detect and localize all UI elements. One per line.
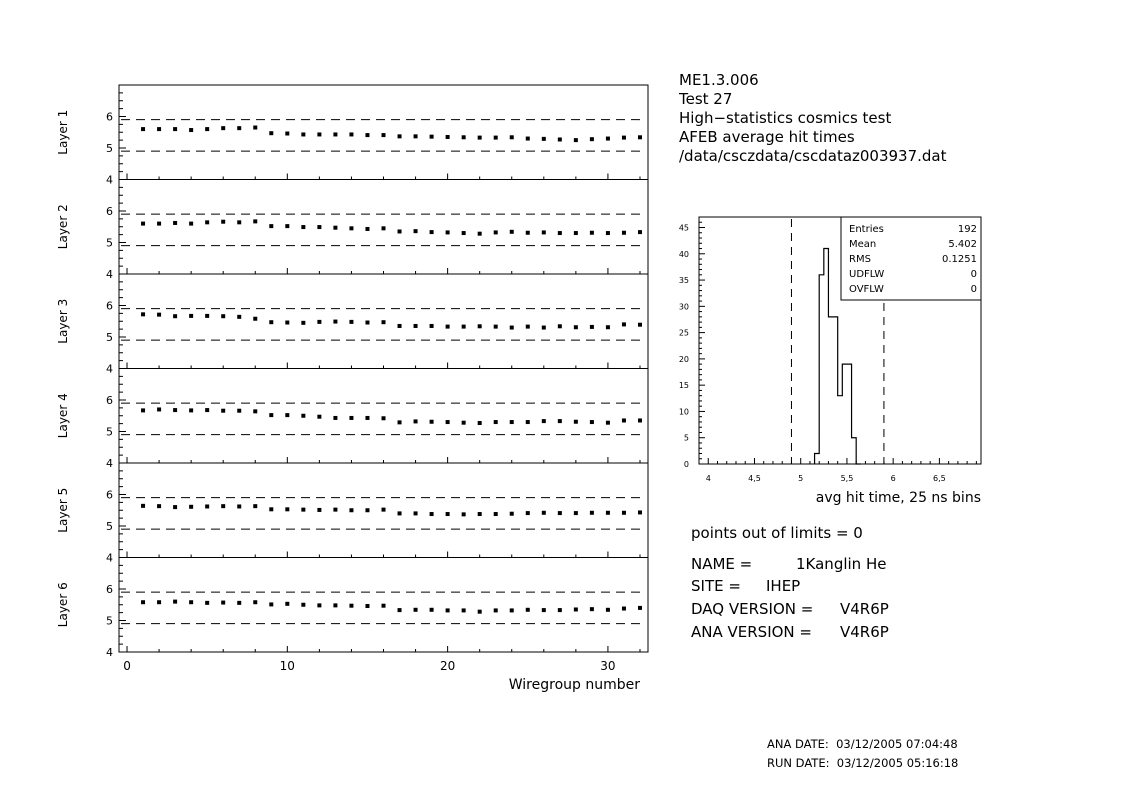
y-tick-label: 45 [678,223,689,233]
data-point [542,511,546,515]
data-point [446,420,450,424]
data-point [430,230,434,234]
data-point [430,135,434,139]
data-point [590,511,594,515]
data-point [542,419,546,423]
data-point [205,601,209,605]
data-point [638,323,642,327]
y-tick-label: 5 [683,433,689,443]
data-point [317,415,321,419]
data-point [333,603,337,607]
data-point [317,508,321,512]
data-point [365,133,369,137]
layer-panel-3 [56,274,648,376]
y-tick-label: 5 [106,331,113,344]
data-point [157,504,161,508]
data-point [622,418,626,422]
data-point [398,511,402,515]
y-tick-label: 6 [106,394,113,407]
y-tick-label: 15 [678,381,689,391]
x-tick-label: 10 [279,659,295,673]
y-tick-label: 4 [106,457,113,470]
panel-frame [119,85,648,180]
data-point [622,511,626,515]
data-point [606,608,610,612]
data-point [446,608,450,612]
x-tick-label: 20 [439,659,456,673]
x-axis-label: Wiregroup number [508,677,640,693]
data-point [301,321,305,325]
data-point [414,608,418,612]
data-point [253,317,257,321]
y-tick-label: 6 [106,299,113,313]
data-point [398,420,402,424]
x-tick-label: 30 [600,659,616,673]
data-point [462,135,466,139]
data-point [365,604,369,608]
test-description: High−statistics cosmics test [679,109,892,127]
data-point [301,508,305,512]
data-point [606,325,610,329]
data-point [526,231,530,235]
data-point [622,231,626,235]
data-point [237,504,241,508]
ana-version-label: ANA VERSION = [691,623,812,641]
data-point [574,420,578,424]
histogram-bar [824,249,829,464]
ana-version-value: V4R6P [840,623,889,641]
data-point [494,512,498,516]
data-point [301,132,305,136]
y-tick-label: 5 [106,236,113,250]
data-point [157,313,161,317]
histogram-bar [847,364,852,464]
data-point [382,604,386,608]
data-point [398,134,402,138]
plot-title: AFEB average hit times [679,128,855,146]
data-point [526,325,530,329]
data-point [430,512,434,516]
x-tick-label: 0 [123,659,131,673]
data-point [173,314,177,318]
data-point [590,607,594,611]
data-point [317,320,321,324]
data-point [333,320,337,324]
histogram-bar [828,317,833,464]
y-tick-label: 4 [106,646,113,659]
data-point [221,126,225,130]
y-tick-label: 30 [678,302,689,312]
y-tick-label: 5 [106,142,113,155]
data-point [301,414,305,418]
data-point [269,602,273,606]
data-point [398,608,402,612]
y-tick-label: 4 [106,551,113,565]
y-tick-label: 4 [106,173,113,187]
data-point [253,219,257,223]
data-point [446,325,450,329]
x-tick-label: 6,5 [933,474,946,483]
data-point [574,231,578,235]
data-point [285,507,289,511]
data-point [141,222,145,226]
layer-label: Layer 5 [56,487,70,533]
y-tick-label: 4 [106,362,113,376]
data-point [462,512,466,516]
data-point [574,325,578,329]
panel-frame [119,369,648,464]
data-point [510,135,514,139]
data-point [382,226,386,230]
data-point [574,607,578,611]
data-point [237,315,241,319]
stats-box [841,217,981,300]
daq-version-value: V4R6P [840,600,889,618]
stats-value: 0 [970,269,977,280]
histogram-bar [815,453,820,464]
data-point [462,325,466,329]
data-point [414,511,418,515]
data-point [333,226,337,230]
data-point [237,409,241,413]
layer-label: Layer 2 [56,204,70,250]
data-point [414,419,418,423]
points-out-of-limits: points out of limits = 0 [691,524,863,542]
data-point [317,132,321,136]
run-date: RUN DATE: 03/12/2005 05:16:18 [767,756,959,770]
data-point [414,324,418,328]
data-point [333,416,337,420]
data-point [542,608,546,612]
stats-label: Entries [849,224,884,235]
data-point [269,507,273,511]
data-point [478,610,482,614]
data-point [253,504,257,508]
histogram-bar [852,438,857,464]
data-point [173,600,177,604]
data-point [301,225,305,229]
histogram-bar [833,317,838,464]
data-point [221,601,225,605]
y-tick-label: 5 [106,520,113,533]
data-point [253,126,257,130]
data-point [590,231,594,235]
histogram-bar [819,275,824,464]
data-point [478,232,482,236]
data-point [398,324,402,328]
data-point [285,602,289,606]
data-point [510,420,514,424]
data-point [173,505,177,509]
x-tick-label: 4,5 [748,474,761,483]
data-point [349,508,353,512]
data-point [141,504,145,508]
data-point [157,127,161,131]
data-point [349,132,353,136]
data-point [317,603,321,607]
data-point [638,135,642,139]
data-point [478,324,482,328]
data-point [173,408,177,412]
data-point [494,230,498,234]
data-point [542,137,546,141]
data-point [317,225,321,229]
data-point [221,220,225,224]
data-point [622,136,626,140]
data-point [382,508,386,512]
data-point [382,133,386,137]
data-point [269,131,273,135]
data-point [510,326,514,330]
ana-date: ANA DATE: 03/12/2005 07:04:48 [767,737,958,751]
data-point [510,512,514,516]
histogram-bar [838,396,843,464]
layer-panel-1 [56,85,648,187]
y-tick-label: 5 [106,614,113,628]
data-point [189,314,193,318]
data-point [494,608,498,612]
data-point [430,420,434,424]
x-tick-label: 5 [798,474,804,483]
data-point [221,314,225,318]
stats-value: 0 [970,284,977,295]
data-point [157,600,161,604]
data-point [205,504,209,508]
data-point [478,421,482,425]
data-point [141,312,145,316]
data-point [526,137,530,141]
data-point [189,408,193,412]
data-point [333,132,337,136]
stats-label: RMS [849,254,871,265]
data-point [526,420,530,424]
data-point [494,325,498,329]
y-tick-label: 40 [678,249,689,259]
data-point [478,136,482,140]
data-point [414,229,418,233]
layer-label: Layer 4 [56,393,70,439]
data-point [430,324,434,328]
x-tick-label: 4 [705,474,711,483]
layer-label: Layer 6 [56,582,70,628]
y-tick-label: 4 [106,268,113,281]
stats-value: 0.1251 [942,254,977,265]
data-point [349,416,353,420]
data-point [237,126,241,130]
data-point [253,600,257,604]
data-point [365,227,369,231]
data-point [446,512,450,516]
y-tick-label: 6 [106,488,113,502]
daq-version-label: DAQ VERSION = [691,600,814,618]
name-value: 1Kanglin He [796,555,887,573]
data-point [590,420,594,424]
data-file-path: /data/csczdata/cscdataz003937.dat [679,147,947,165]
data-point [173,127,177,131]
layer-label: Layer 3 [56,298,70,344]
data-point [349,226,353,230]
data-point [430,608,434,612]
data-point [269,320,273,324]
data-point [462,231,466,235]
data-point [558,419,562,423]
data-point [446,230,450,234]
data-point [349,320,353,324]
data-point [606,511,610,515]
data-point [285,413,289,417]
data-point [189,505,193,509]
data-point [382,416,386,420]
data-point [494,136,498,140]
data-point [574,511,578,515]
data-point [638,418,642,422]
data-point [542,230,546,234]
data-point [189,128,193,132]
data-point [638,510,642,514]
chamber-id: ME1.3.006 [679,71,759,89]
data-point [285,224,289,228]
data-point [205,314,209,318]
data-point [526,511,530,515]
x-tick-label: 5,5 [840,474,854,483]
data-point [462,608,466,612]
data-point [205,408,209,412]
data-point [558,511,562,515]
stats-label: UDFLW [849,269,885,280]
data-point [189,600,193,604]
data-point [285,132,289,136]
data-point [333,508,337,512]
y-tick-label: 6 [106,583,113,596]
data-point [590,325,594,329]
data-point [446,135,450,139]
data-point [558,324,562,328]
data-point [382,320,386,324]
data-point [141,600,145,604]
y-tick-label: 5 [106,425,113,439]
data-point [365,416,369,420]
y-tick-label: 0 [683,460,689,469]
data-point [221,409,225,413]
data-point [301,603,305,607]
data-point [157,407,161,411]
data-point [510,608,514,612]
data-point [398,229,402,233]
data-point [526,608,530,612]
stats-value: 192 [957,224,977,235]
stats-label: OVFLW [849,284,884,295]
data-point [606,231,610,235]
data-point [141,408,145,412]
site-value: IHEP [766,577,801,595]
x-tick-label: 6 [890,474,896,483]
site-label: SITE = [691,577,741,595]
data-point [365,321,369,325]
histogram-panel [679,217,981,506]
data-point [157,222,161,226]
stats-value: 5.402 [948,239,977,250]
y-tick-label: 6 [106,110,113,124]
data-point [205,220,209,224]
data-point [285,321,289,325]
layer-panel-5 [56,463,648,565]
data-point [558,231,562,235]
histogram-bar [842,364,847,464]
y-tick-label: 6 [106,205,113,218]
layer-panel-2 [56,180,648,282]
data-point [622,322,626,326]
histogram-x-axis-label: avg hit time, 25 ns bins [815,490,981,506]
data-point [253,409,257,413]
data-point [189,222,193,226]
data-point [590,137,594,141]
data-point [414,134,418,138]
data-point [606,421,610,425]
data-point [237,220,241,224]
layer-panel-6 [56,558,648,660]
y-tick-label: 35 [678,276,689,286]
data-point [173,221,177,225]
layer-label: Layer 1 [56,109,70,155]
data-point [638,230,642,234]
y-tick-label: 25 [678,328,689,338]
name-label: NAME = [691,555,753,573]
data-point [269,224,273,228]
data-point [574,138,578,142]
data-point [510,230,514,234]
data-point [638,606,642,610]
data-point [606,137,610,141]
stats-label: Mean [849,239,877,250]
data-point [365,508,369,512]
test-name: Test 27 [679,90,733,108]
data-point [558,137,562,141]
data-point [205,127,209,131]
y-tick-label: 10 [678,407,689,417]
y-tick-label: 20 [678,354,689,364]
data-point [622,607,626,611]
data-point [478,512,482,516]
data-point [494,420,498,424]
data-point [269,413,273,417]
data-point [237,601,241,605]
data-point [349,604,353,608]
data-point [221,504,225,508]
data-point [542,326,546,330]
data-point [462,421,466,425]
data-point [558,608,562,612]
layer-panel-4 [56,369,648,471]
data-point [141,127,145,131]
